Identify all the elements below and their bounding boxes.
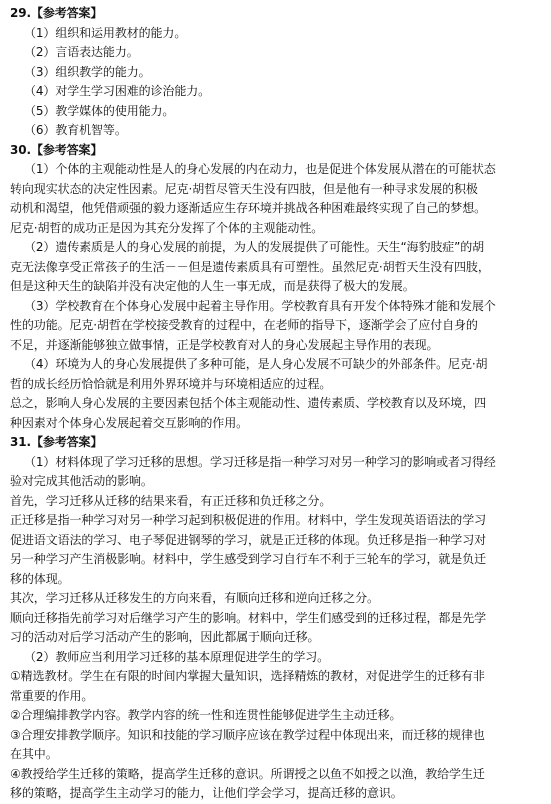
q31-line: 顺向迁移指先前学习对后继学习产生的影响。材料中，学生们感受到的迁移过程，都是先学 (10, 610, 487, 625)
q30-line: 克无法像享受正常孩子的生活－－但是遗传素质具有可塑性。虽然尼克·胡哲天生没有四肢， (10, 259, 490, 274)
q30-line: 动机和渴望，他凭借顽强的毅力逐渐适应生存环境并挑战各种困难最终实现了自己的梦想。 (10, 201, 487, 215)
q31-line: 在其中。 (10, 747, 58, 761)
q31-line: ①精选教材。学生在有限的时间内掌握大量知识，选择精炼的教材，对促进学生的迁移有非 (10, 669, 485, 683)
q29-item: （6）教育机智等。 (24, 123, 127, 137)
q30-line: 种因素对个体身心发展起着交互影响的作用。 (10, 415, 249, 430)
q31-line: ③合理安排教学顺序。知识和技能的学习顺序应该在教学过程中体现出来，而迁移的规律也 (10, 727, 485, 742)
q30-line: 不足，并逐渐能够独立做事情，正是学校教育对人的身心发展起主导作用的表现。 (10, 337, 439, 352)
q31-line: 习的活动对后学习活动产生的影响，因此都属于顺向迁移。 (10, 630, 320, 644)
q30-line: 转向现实状态的决定性因素。尼克·胡哲尽管天生没有四肢，但是他有一种寻求发展的积极 (10, 181, 478, 196)
q31-line: 其次，学习迁移从迁移发生的方向来看，有顺向迁移和逆向迁移之分。 (10, 591, 379, 605)
q31-line: ②合理编排教学内容。教学内容的统一性和连贯性能够促进学生主动迁移。 (10, 708, 402, 722)
q30-line: 哲的成长经历恰恰就是利用外界环境并与环境相适应的过程。 (10, 376, 332, 391)
q31-heading: 31.【参考答案】 (10, 435, 103, 449)
q29-item: （1）组织和运用教材的能力。 (24, 25, 187, 40)
q31-line: 另一种学习产生消极影响。材料中，学生感受到学习自行车不利于三轮车的学习，就是负迁 (10, 552, 487, 566)
q31-line: （2）教师应当利用学习迁移的基本原理促进学生的学习。 (24, 649, 330, 664)
q31-line: 促进语文语法的学习、电子琴促进钢琴的学习，就是正迁移的体现。负迁移是指一种学习对 (10, 532, 487, 547)
q30-line: 但是这种天生的缺陷并没有决定他的人生一事无成，而是获得了极大的发展。 (10, 279, 415, 293)
q30-line: （1）个体的主观能动性是人的身心发展的内在动力，也是促进个体发展从潜在的可能状态 (24, 162, 496, 176)
q31-line: ④教授给学生迁移的策略，提高学生迁移的意识。所谓授之以鱼不如授之以渔，教给学生迁 (10, 766, 485, 781)
q30-line: 尼克·胡哲的成功正是因为其充分发挥了个体的主观能动性。 (10, 220, 324, 235)
q31-line: （1）材料体现了学习迁移的思想。学习迁移是指一种学习对另一种学习的影响或者习得经 (24, 454, 496, 469)
q31-line: 常重要的作用。 (10, 688, 94, 703)
q31-line: 首先，学习迁移从迁移的结果来看，有正迁移和负迁移之分。 (10, 493, 332, 508)
q31-line: 验对完成其他活动的影响。 (10, 474, 153, 488)
q31-line: 移的策略，提高学生主动学习的能力，让他们学会学习，提高迁移的意识。 (10, 786, 403, 800)
q29-item: （3）组织教学的能力。 (24, 64, 151, 79)
q29-heading: 29.【参考答案】 (10, 6, 103, 20)
q31-line: 移的体现。 (10, 571, 70, 586)
q29-item: （2）言语表达能力。 (24, 45, 139, 59)
q30-line: 总之，影响人身心发展的主要因素包括个体主观能动性、遗传素质、学校教育以及环境，四 (10, 396, 487, 410)
q31-line: 正迁移是指一种学习对另一种学习起到积极促进的作用。材料中，学生发现英语语法的学习 (10, 513, 487, 527)
q30-heading: 30.【参考答案】 (10, 142, 103, 157)
q30-line: （3）学校教育在个体身心发展中起着主导作用。学校教育具有开发个体特殊才能和发展个 (24, 298, 496, 313)
q30-line: 性的功能。尼克·胡哲在学校接受教育的过程中，在老师的指导下，逐渐学会了应付自身的 (10, 318, 478, 332)
q29-item: （5）教学媒体的使用能力。 (24, 103, 175, 118)
q29-item: （4）对学生学习困难的诊治能力。 (24, 84, 211, 98)
q30-line: （2）遗传素质是人的身心发展的前提，为人的发展提供了可能性。天生“海豹肢症”的胡 (24, 240, 485, 254)
q30-line: （4）环境为人的身心发展提供了多种可能，是人身心发展不可缺少的外部条件。尼克·胡 (24, 357, 488, 371)
